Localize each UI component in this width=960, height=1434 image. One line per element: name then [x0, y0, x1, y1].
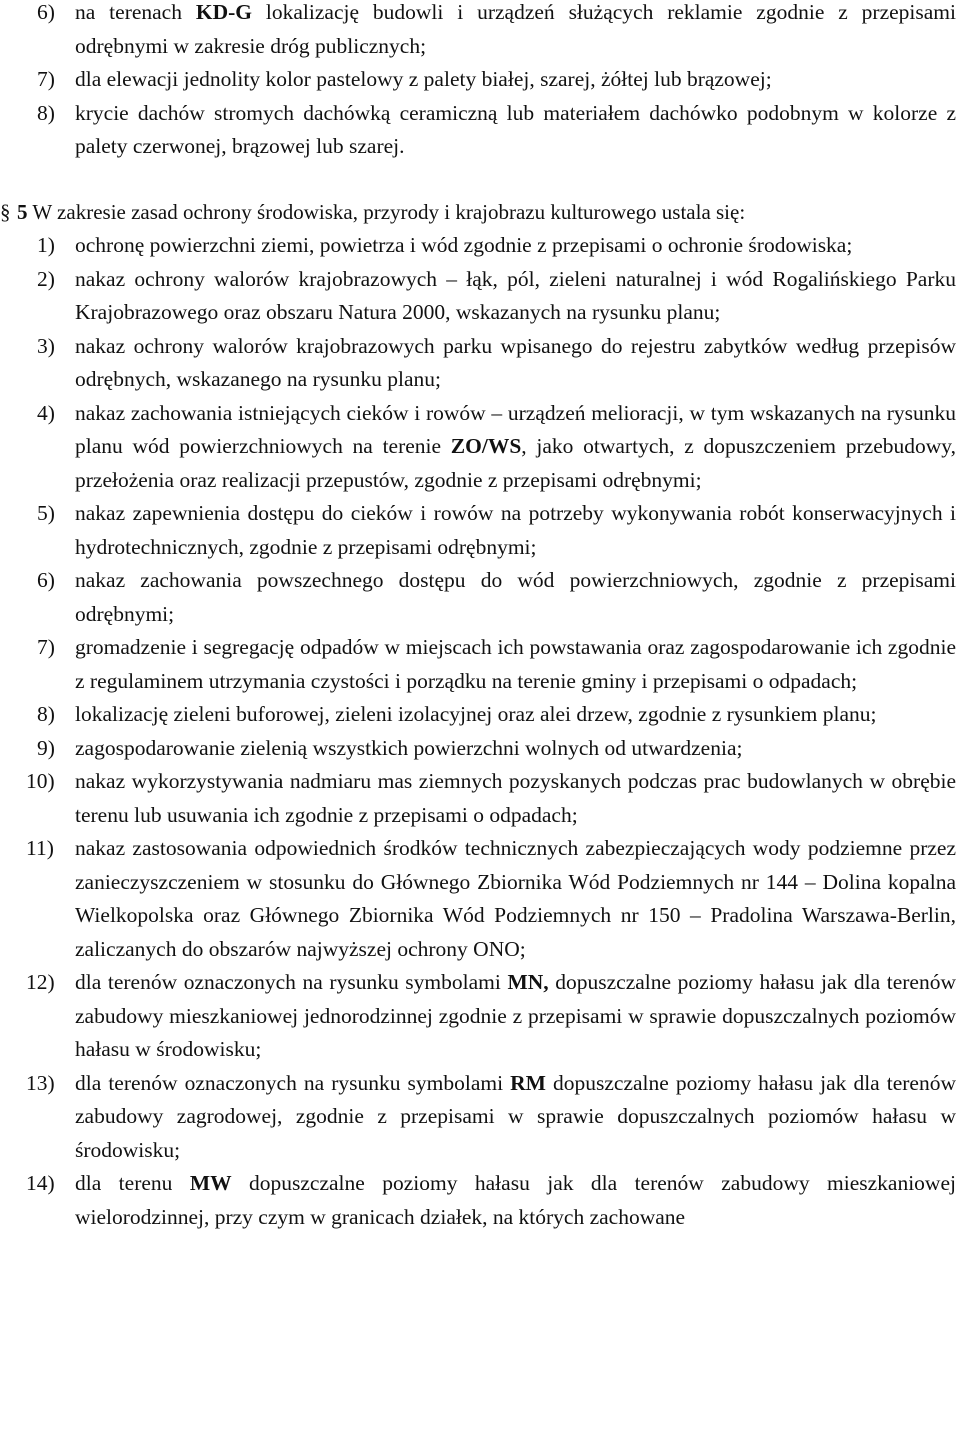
- list-item-number: 2): [37, 266, 55, 291]
- list-item: [0, 263, 960, 330]
- list-item-number: 12): [26, 970, 55, 994]
- list-item-text-continued: , jako otwartych, z dopuszczeniem przebudowy, przełożenia oraz realizacji przepustów, zgodnie z przepisami odrębnymi;: [75, 434, 956, 492]
- list-item-text-continued: lokalizację budowli i urządzeń służących reklamie zgodnie z przepisami odrębnymi w zakresie dróg publicznych;: [75, 0, 956, 58]
- list-item: [0, 966, 960, 1067]
- list-item: [0, 397, 960, 498]
- list-item-text: nakaz ochrony walorów krajobrazowych parku wpisanego do rejestru zabytków według przepisów odrębnych, wskazanego na rysunku planu;: [75, 333, 956, 391]
- list-item-symbol: KD-G: [195, 0, 253, 24]
- list-item: [0, 698, 960, 732]
- list-item-symbol: MN,: [507, 970, 549, 994]
- list-item-text: nakaz zachowania powszechnego dostępu do wód powierzchniowych, zgodnie z przepisami odrębnymi;: [75, 568, 956, 626]
- list-item-number: 13): [26, 1070, 55, 1095]
- list-item-text: gromadzenie i segregację odpadów w miejscach ich powstawania oraz zagospodarowanie ich zgodnie z regulaminem utrzymania czystości i porządku na terenie gminy i przepisami o odpadach;: [75, 635, 956, 693]
- list-item-text: dla terenów oznaczonych na rysunku symbolami: [75, 1070, 511, 1095]
- list-item-number: 3): [37, 333, 55, 358]
- list-item: [0, 330, 960, 397]
- list-item-text: zagospodarowanie zielenią wszystkich powierzchni wolnych od utwardzenia;: [75, 735, 743, 760]
- list-item: [0, 564, 960, 631]
- list-item-number: 8): [37, 702, 55, 726]
- list-item: [0, 97, 960, 164]
- previous-paragraph-list: [0, 0, 960, 164]
- list-item: [0, 732, 960, 766]
- list-item: [0, 832, 960, 966]
- list-item-text: lokalizację zieleni buforowej, zieleni izolacyjnej oraz alei drzew, zgodnie z rysunkiem planu;: [75, 702, 877, 726]
- list-item-text: dla elewacji jednolity kolor pastelowy z palety białej, szarej, żółtej lub brązowej;: [75, 67, 772, 91]
- list-item-number: 1): [37, 233, 55, 257]
- list-item-number: 6): [37, 0, 55, 24]
- list-item-text-continued: dopuszczalne poziomy hałasu jak dla terenów zabudowy mieszkaniowej jednorodzinnej zgodnie z przepisami w sprawie dopuszczalnych poziomów hałasu w środowisku;: [75, 970, 956, 1061]
- list-item-number: 7): [37, 635, 55, 659]
- list-item: [0, 1067, 960, 1168]
- section-number: 5: [17, 200, 28, 224]
- list-item-number: 14): [26, 1171, 55, 1195]
- section-intro-text: W zakresie zasad ochrony środowiska, przyrody i krajobrazu kulturowego ustala się:: [27, 200, 746, 224]
- list-item-number: 8): [37, 100, 55, 125]
- list-item-number: 10): [26, 769, 55, 793]
- list-item: [0, 0, 960, 63]
- list-item: [0, 1167, 960, 1234]
- list-item-text: dla terenu: [75, 1171, 190, 1195]
- list-item: [0, 497, 960, 564]
- list-item-text-continued: dopuszczalne poziomy hałasu jak dla terenów zabudowy mieszkaniowej wielorodzinnej, przy czym w granicach działek, na których zachowane: [75, 1171, 956, 1229]
- list-item-number: 7): [37, 67, 55, 91]
- list-item-text: nakaz ochrony walorów krajobrazowych – łąk, pól, zieleni naturalnej i wód Rogalińskiego Parku Krajobrazowego oraz obszaru Natura 2000, wskazanych na rysunku planu;: [75, 266, 956, 324]
- list-item-text: nakaz wykorzystywania nadmiaru mas ziemnych pozyskanych podczas prac budowlanych w obrębie terenu lub usuwania ich zgodnie z przepisami o odpadach;: [75, 769, 956, 827]
- list-item: [0, 63, 960, 97]
- list-item-text: nakaz zapewnienia dostępu do cieków i rowów na potrzeby wykonywania robót konserwacyjnych i hydrotechnicznych, zgodnie z przepisami odrębnymi;: [75, 501, 956, 559]
- list-item-number: 11): [26, 836, 54, 860]
- section-5-intro: [0, 196, 960, 230]
- list-item: [0, 765, 960, 832]
- list-item-text: krycie dachów stromych dachówką ceramiczną lub materiałem dachówko podobnym w kolorze z palety czerwonej, brązowej lub szarej.: [75, 100, 956, 158]
- list-item-text: nakaz zastosowania odpowiednich środków technicznych zabezpieczających wody podziemne przez zanieczyszczeniem w stosunku do Głównego Zbiornika Wód Podziemnych nr 144 – Dolina kopalna Wielkopolska oraz Głównego Zbiornika Wód Podziemnych nr 150 – Pradolina Warszawa-Berlin, zaliczanych do obszarów najwyższej ochrony ONO;: [75, 836, 956, 961]
- list-item: [0, 229, 960, 263]
- list-item-text: ochronę powierzchni ziemi, powietrza i wód zgodnie z przepisami o ochronie środowiska;: [75, 233, 853, 257]
- section-5-list: [0, 229, 960, 1234]
- list-item: [0, 631, 960, 698]
- list-item-text: na terenach: [75, 0, 196, 24]
- list-item-text: dla terenów oznaczonych na rysunku symbolami: [75, 970, 508, 994]
- section-sign: §: [0, 200, 11, 224]
- list-item-symbol: MW: [189, 1171, 232, 1195]
- list-item-number: 9): [37, 735, 55, 760]
- list-item-number: 6): [37, 568, 55, 592]
- list-item-text: nakaz zachowania istniejących cieków i rowów – urządzeń melioracji, w tym wskazanych na rysunku planu wód powierzchniowych na terenie: [75, 400, 956, 458]
- list-item-symbol: ZO/WS: [450, 434, 522, 458]
- list-item-number: 5): [37, 501, 55, 525]
- list-item-text-continued: dopuszczalne poziomy hałasu jak dla terenów zabudowy zagrodowej, zgodnie z przepisami w sprawie dopuszczalnych poziomów hałasu w środowisku;: [75, 1070, 956, 1162]
- list-item-symbol: RM: [510, 1070, 546, 1095]
- list-item-number: 4): [37, 400, 55, 425]
